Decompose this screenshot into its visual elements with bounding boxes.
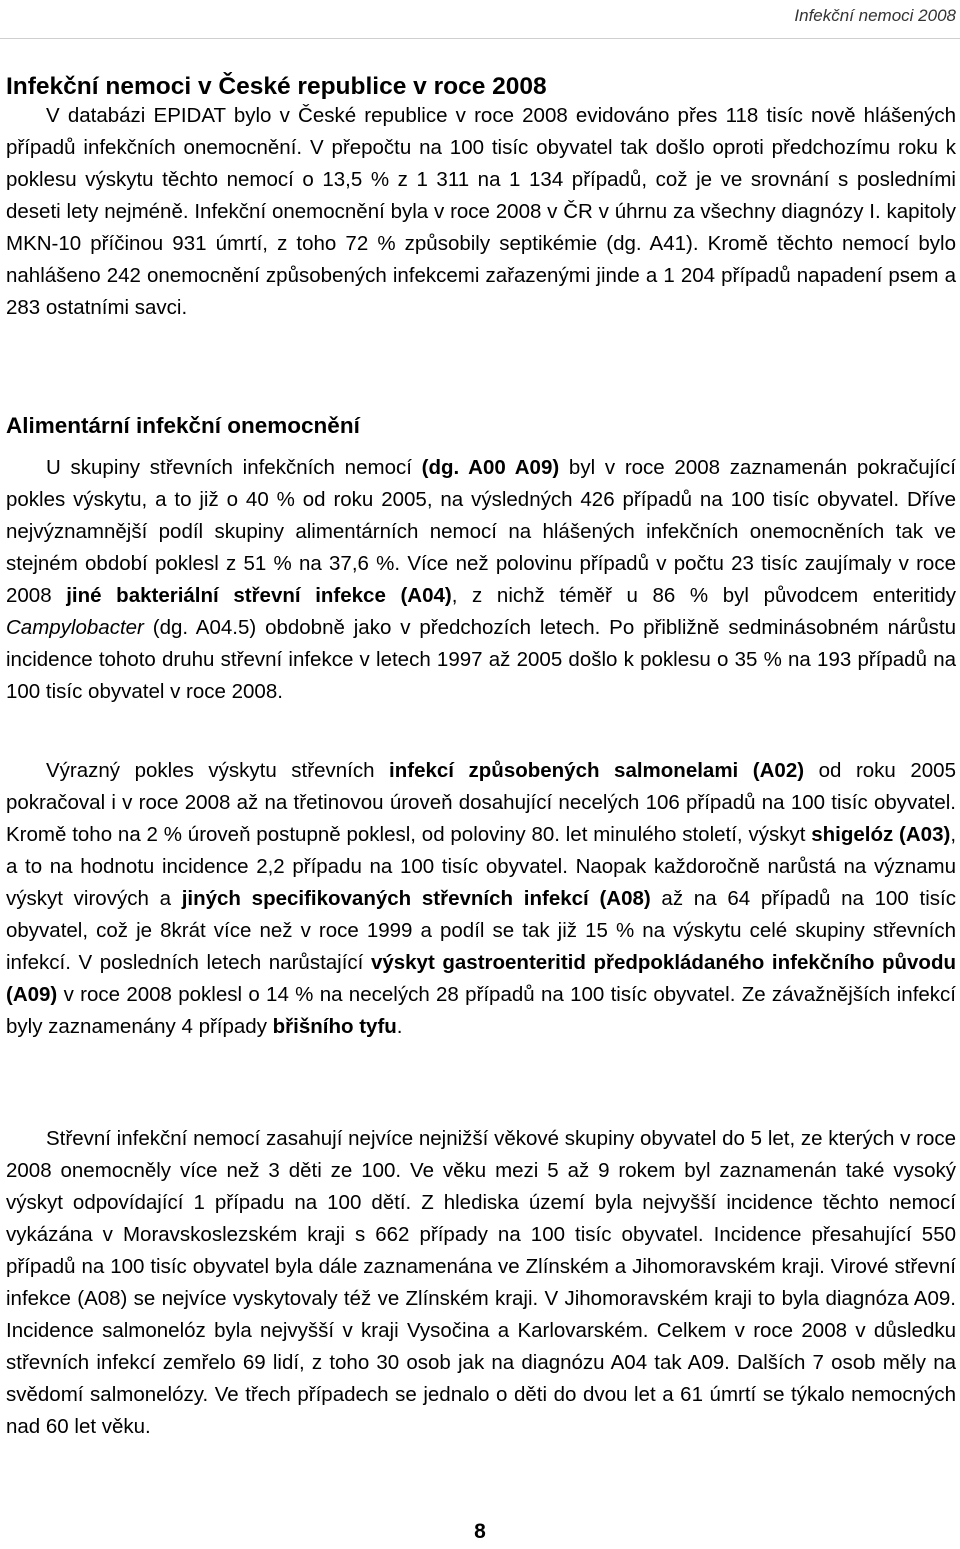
bold-run: jiných specifikovaných střevních infekcí (A08)	[181, 887, 651, 910]
intro-paragraph: V databázi EPIDAT bylo v České republice v roce 2008 evidováno přes 118 tisíc nově hlášených případů infekčních onemocnění. V přepočtu na 100 tisíc obyvatel tak došlo oproti předchozímu roku k poklesu výskytu těchto nemocí o 13,5 % z 1 311 na 1 134 případů, což je ve srovnání s posledními deseti lety nejméně. Infekční onemocnění byla v roce 2008 v ČR v úhrnu za všechny diagnózy I. kapitoly MKN-10 příčinou 931 úmrtí, z toho 72 % způsobily septikémie (dg. A41). Kromě těchto nemocí bylo nahlášeno 242 onemocnění způsobených infekcemi zařazenými jinde a 1 204 případů napadení psem a 283 ostatními savci.	[6, 104, 956, 319]
bold-run: (dg. A00 A09)	[421, 456, 560, 479]
text-run: U skupiny střevních infekčních nemocí	[46, 456, 422, 479]
running-header: Infekční nemoci 2008	[794, 6, 956, 25]
text-run: od roku 2005 pokračoval i v roce 2008 až na třetinovou úroveň dosahující necelých 106 případů na 100 tisíc obyvatel. Kromě toho na 2 % úroveň postupně poklesl, od poloviny 80. let minulého století, výskyt	[6, 759, 956, 846]
text-run: .	[396, 1015, 403, 1038]
text-run: , a to na hodnotu incidence 2,2 případu na 100 tisíc obyvatel. Naopak každoročně narůstá na významu výskyt virových a	[6, 823, 957, 910]
bold-run: shigelóz (A03)	[811, 823, 951, 846]
age-region-paragraph: Střevní infekční nemocí zasahují nejvíce nejnižší věkové skupiny obyvatel do 5 let, ze kterých v roce 2008 onemocněly více než 3 děti ze 100. Ve věku mezi 5 až 9 rokem byl zaznamenán také vysoký výskyt odpovídající 1 případu na 100 dětí. Z hlediska území byla nejvyšší incidence těchto nemocí vykázána v Moravskoslezském kraji s 662 případy na 100 tisíc obyvatel. Incidence přesahující 550 případů na 100 tisíc obyvatel byla dále zaznamenána ve Zlínském a Jihomoravském kraji. Virové střevní infekce (A08) se nejvíce vyskytovaly též ve Zlínském kraji. V Jihomoravském kraji to byla diagnóza A09. Incidence salmonelóz byla nejvyšší v kraji Vysočina a Karlovarském. Celkem v roce 2008 v důsledku střevních infekcí zemřelo 69 lidí, z toho 30 osob jak na diagnózu A04 tak A09. Dalších 7 osob měly na svědomí salmonelózy. Ve třech případech se jednalo o děti do dvou let a 61 úmrtí se týkalo nemocných nad 60 let věku.	[6, 1127, 956, 1438]
section-heading: Alimentární infekční onemocnění	[6, 413, 360, 438]
italic-run: Campylobacter	[6, 616, 144, 639]
text-run: (dg. A04.5) obdobně jako v předchozích letech. Po přibližně sedminásobném nárůstu incidence tohoto druhu střevní infekce v letech 1997 až 2005 došlo k poklesu o 35 % na 193 případů na 100 tisíc obyvatel v roce 2008.	[6, 616, 956, 703]
bold-run: výskyt gastroenteritid předpokládaného infekčního původu (A09)	[6, 951, 957, 1006]
bold-run: břišního tyfu	[272, 1015, 397, 1038]
text-run: až na 64 případů na 100 tisíc obyvatel, což je 8krát více než v roce 1999 a podíl se tak již 15 % na výskytu celé skupiny střevních infekcí. V posledních letech narůstající	[6, 887, 956, 974]
page-title: Infekční nemoci v České republice v roce 2008	[6, 73, 547, 100]
alimentary-paragraph	[6, 452, 956, 708]
header-divider	[0, 38, 960, 39]
text-run: byl v roce 2008 zaznamenán pokračující pokles výskytu, a to již o 40 % od roku 2005, na výsledných 426 případů na 100 tisíc obyvatel. Dříve nejvýznamnější podíl skupiny alimentárních nemocí na hlášených infekčních onemocněních tak ve stejném období poklesl z 51 % na 37,6 %. Více než polovinu případů v počtu 23 tisíc zaujímaly v roce 2008	[6, 456, 956, 607]
text-run: , z nichž téměř u 86 % byl původcem enteritidy	[451, 584, 956, 607]
page-number: 8	[474, 1520, 486, 1543]
text-run: v roce 2008 poklesl o 14 % na necelých 28 případů na 100 tisíc obyvatel. Ze závažnějších infekcí byly zaznamenány 4 případy	[6, 983, 956, 1038]
text-run: Výrazný pokles výskytu střevních	[46, 759, 390, 782]
bold-run: jiné bakteriální střevní infekce (A04)	[66, 584, 452, 607]
bold-run: infekcí způsobených salmonelami (A02)	[389, 759, 805, 782]
salmonella-paragraph	[6, 755, 956, 1043]
